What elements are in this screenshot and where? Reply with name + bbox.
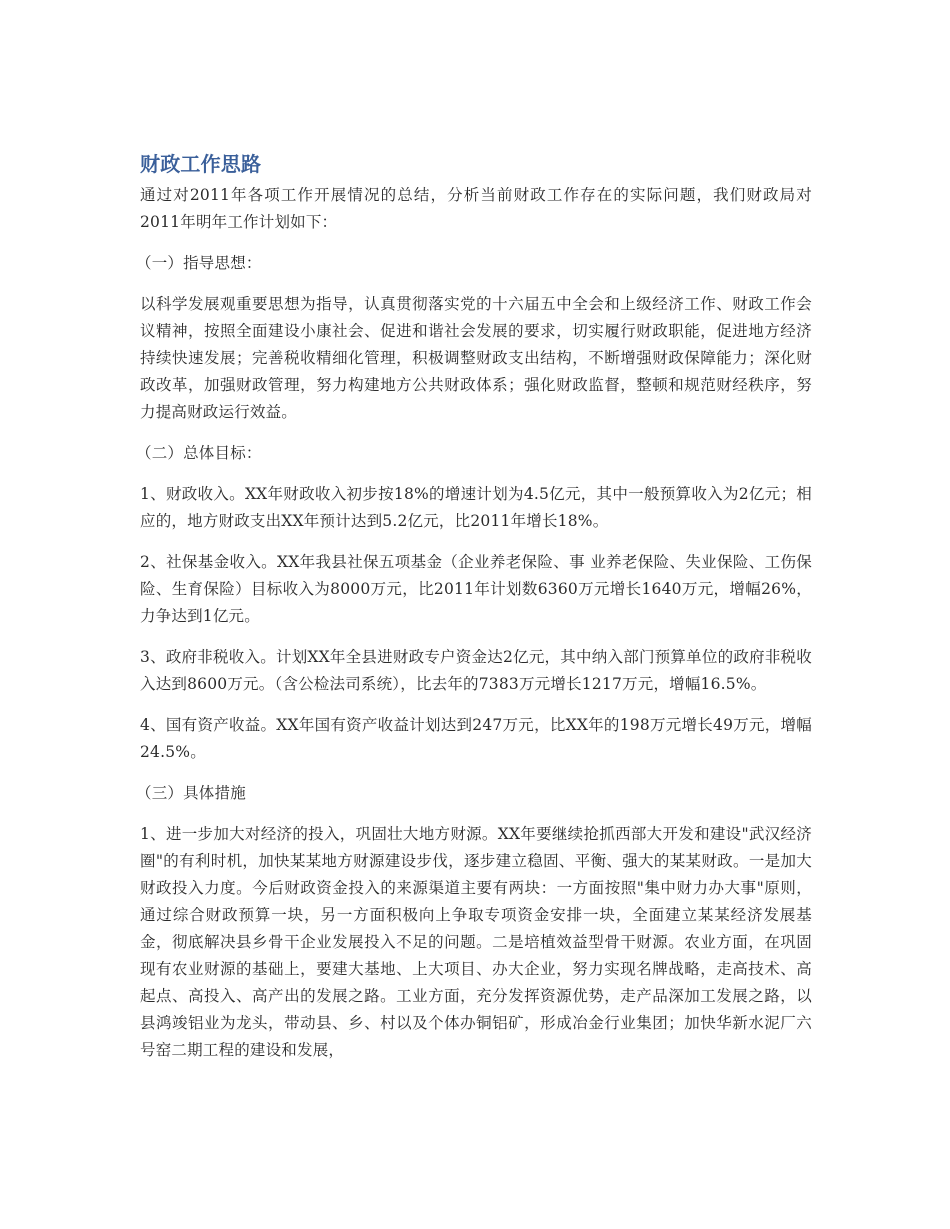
section-heading-specific-measures: （三）具体措施 — [136, 784, 246, 802]
document-title: 财政工作思路 — [140, 152, 262, 176]
section-heading-guiding-ideology: （一）指导思想： — [136, 254, 262, 272]
measure-investment-paragraph: 1、进一步加大对经济的投入，巩固壮大地方财源。XX年要继续抢抓西部大开发和建设"武汉经济圈"的有利时机，加快某某地方财源建设步伐，逐步建立稳固、平衡、强大的某某财政。一是加大财政投入力度。今后财政资金投入的来源渠道主要有两块：一方面按照"集中财力办大事"原则，通过综合财政预算一块，另一方面积极向上争取专项资金安排一块，全面建立某某经济发展基金，彻底解决县乡骨干企业发展投入不足的问题。二是培植效益型骨干财源。农业方面，在巩固现有农业财源的基础上，要建大基地、上大项目、办大企业，努力实现名牌战略，走高技术、高起点、高投入、高产出的发展之路。工业方面，充分发挥资源优势，走产品深加工发展之路，以县鸿竣铝业为龙头，带动县、乡、村以及个体办铜铝矿，形成冶金行业集团；加快华新水泥厂六号窑二期工程的建设和发展， — [140, 825, 812, 1059]
intro-paragraph: 通过对2011年各项工作开展情况的总结，分析当前财政工作存在的实际问题，我们财政局对2011年明年工作计划如下： — [140, 186, 812, 231]
section-heading-overall-goals: （二）总体目标： — [136, 444, 262, 462]
goal-fiscal-revenue: 1、财政收入。XX年财政收入初步按18%的增速计划为4.5亿元，其中一般预算收入为2亿元；相应的，地方财政支出XX年预计达到5.2亿元，比2011年增长18%。 — [140, 485, 812, 530]
guiding-ideology-paragraph: 以科学发展观重要思想为指导，认真贯彻落实党的十六届五中全会和上级经济工作、财政工作会议精神，按照全面建设小康社会、促进和谐社会发展的要求，切实履行财政职能，促进地方经济持续快速发展；完善税收精细化管理，积极调整财政支出结构，不断增强财政保障能力；深化财政改革，加强财政管理，努力构建地方公共财政体系；强化财政监督，整顿和规范财经秩序，努力提高财政运行效益。 — [140, 295, 812, 421]
goal-non-tax-revenue: 3、政府非税收入。计划XX年全县进财政专户资金达2亿元，其中纳入部门预算单位的政府非税收入达到8600万元。（含公检法司系统），比去年的7383万元增长1217万元，增幅16.5%。 — [140, 648, 812, 693]
goal-state-asset-income: 4、国有资产收益。XX年国有资产收益计划达到247万元，比XX年的198万元增长49万元，增幅24.5%。 — [140, 716, 812, 761]
goal-social-security-fund: 2、社保基金收入。XX年我县社保五项基金（企业养老保险、事 业养老保险、失业保险、工伤保险、生育保险）目标收入为8000万元，比2011年计划数6360万元增长1640万元，增幅26%，力争达到1亿元。 — [140, 553, 812, 625]
document-page — [136, 150, 812, 1078]
